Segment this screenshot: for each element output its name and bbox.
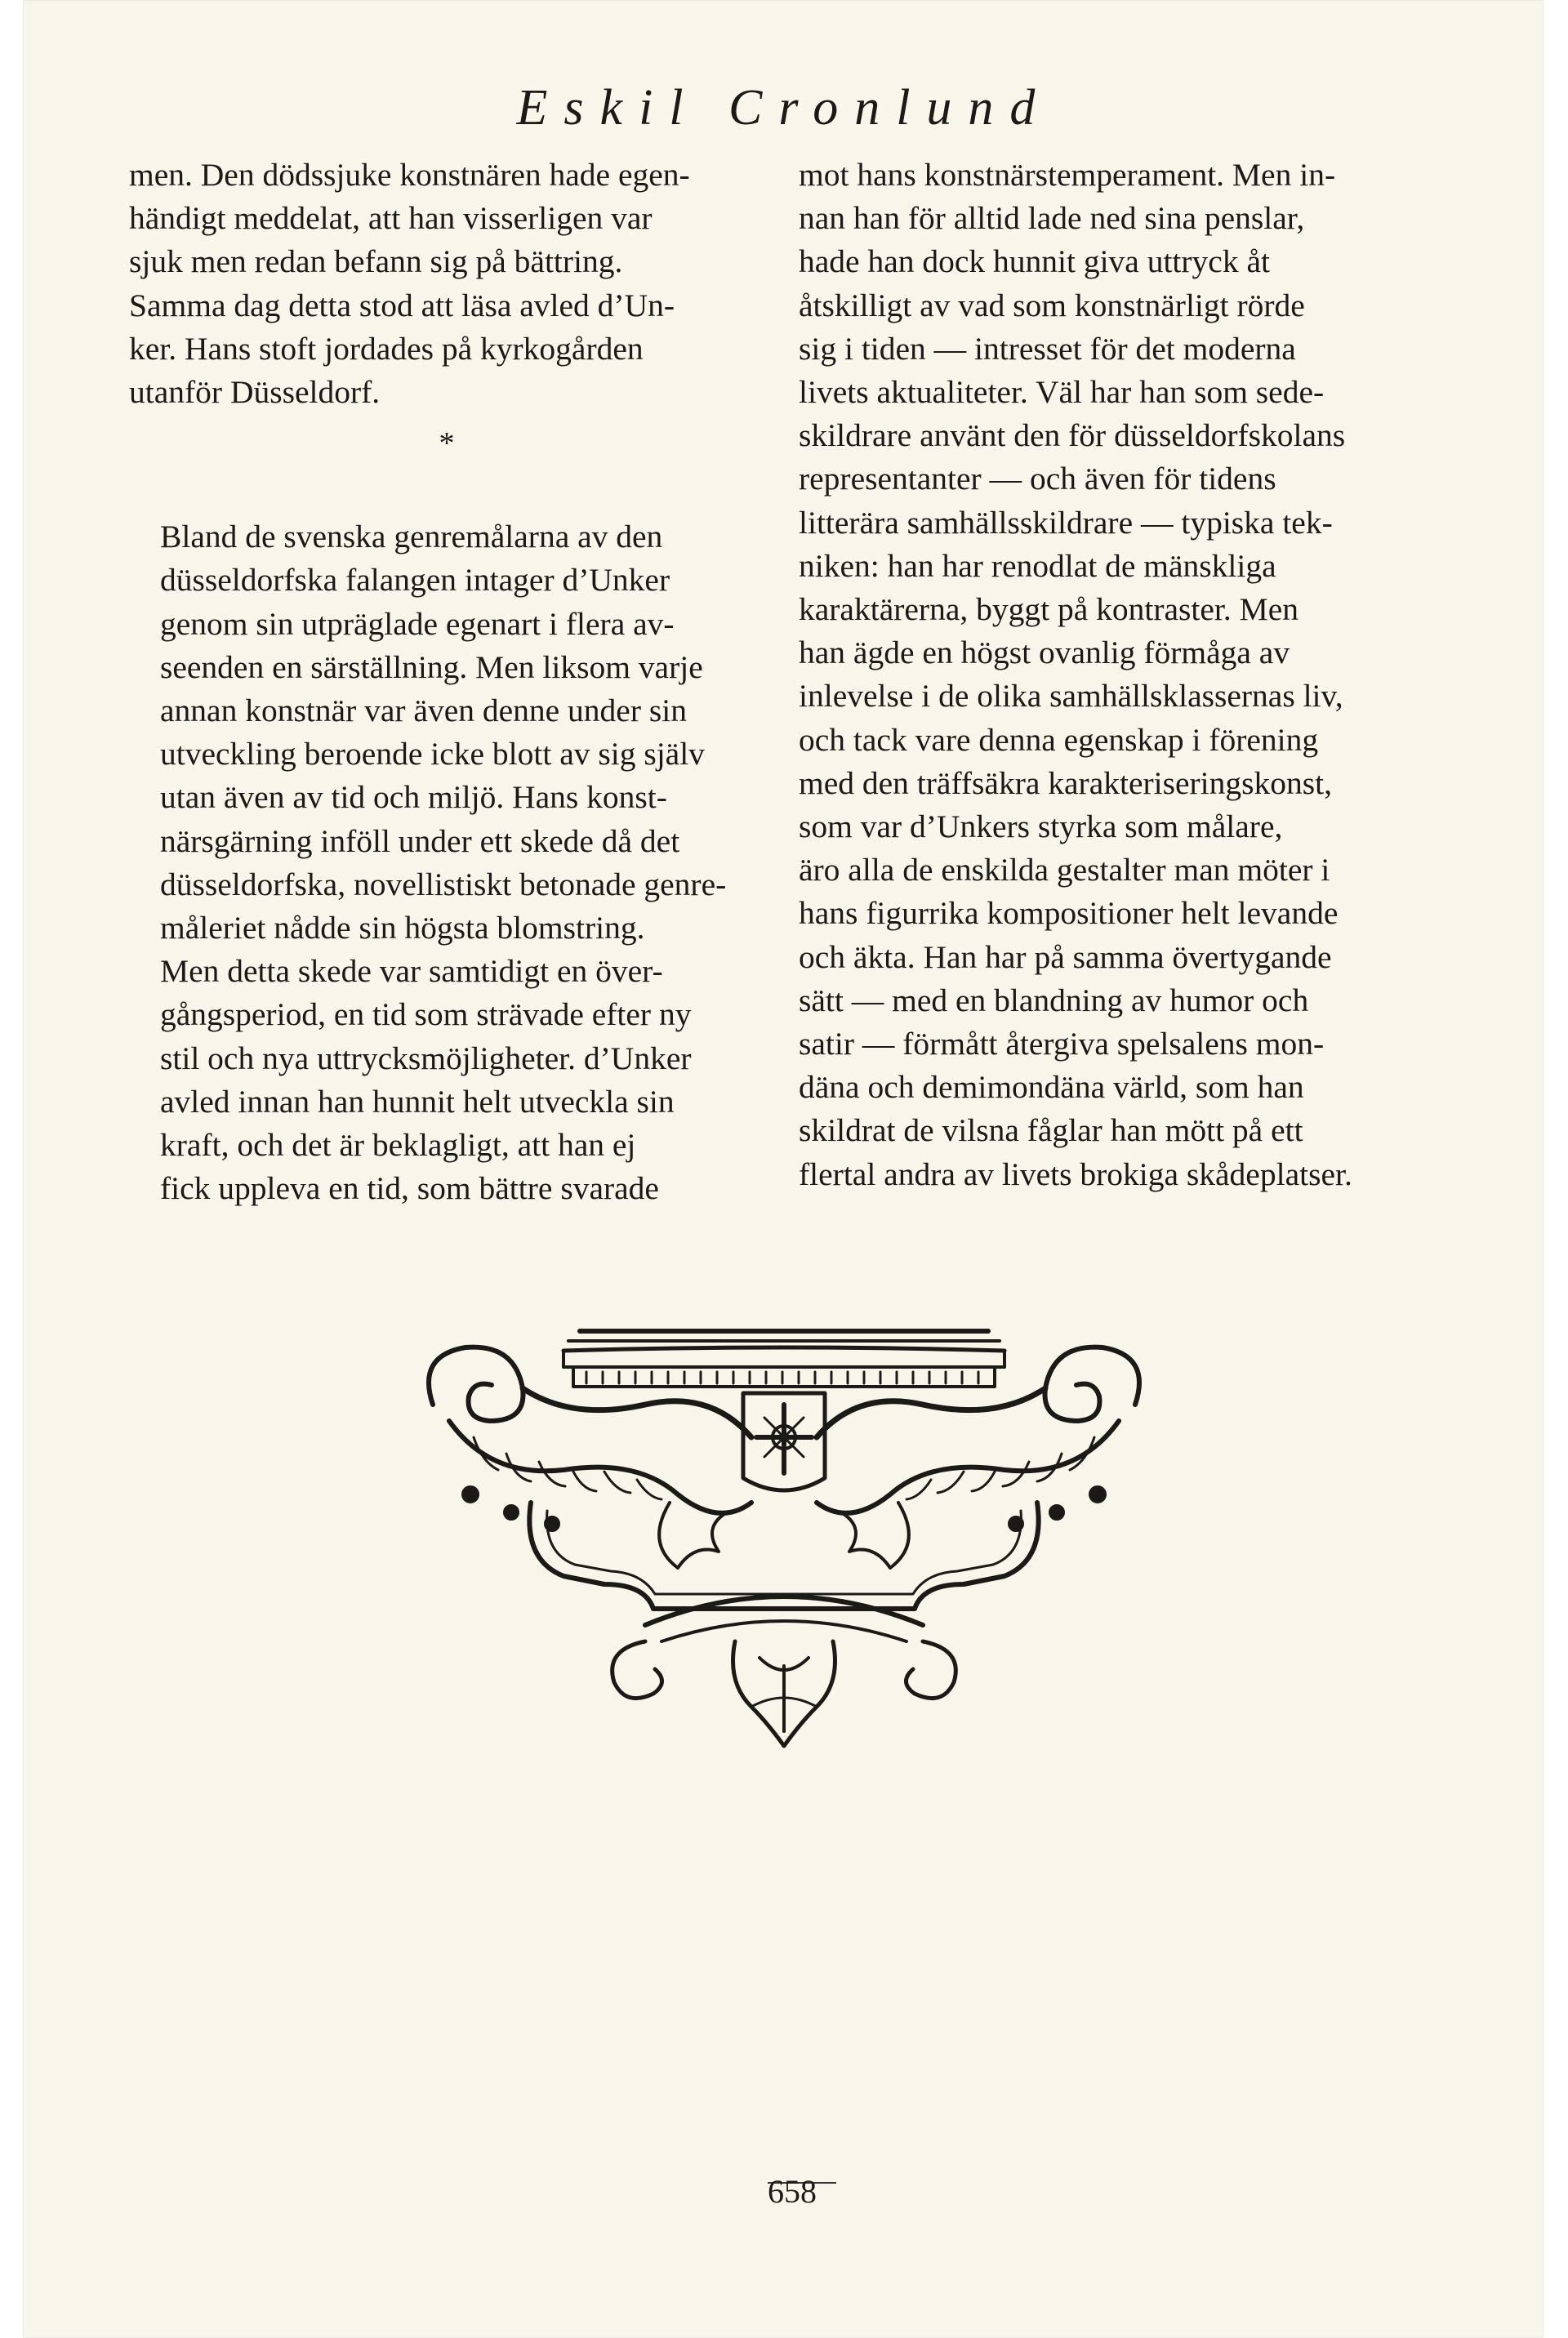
text-line: skildrare använt den för düsseldorfskolans [799, 417, 1346, 454]
text-line: och äkta. Han har på samma övertygande [799, 938, 1332, 975]
text-line: düsseldorfska falangen intager d’Unker [160, 562, 670, 599]
paragraph [129, 154, 764, 414]
text-line: sjuk men redan befann sig på bättring. [129, 243, 623, 280]
text-line: stil och nya uttrycksmöjligheter. d’Unker [160, 1040, 692, 1076]
text-line: hans figurrika kompositioner helt levande [799, 895, 1339, 932]
text-line: flertal andra av livets brokiga skådeplatser. [799, 1156, 1352, 1192]
text-line: kraft, och det är beklagligt, att han ej [160, 1127, 636, 1164]
text-line: seenden en särställning. Men liksom varje [160, 648, 703, 685]
text-line: avled innan han hunnit helt utveckla sin [160, 1083, 675, 1120]
rococo-console-ornament-icon [400, 1298, 1168, 1756]
text-line: men. Den dödssjuke konstnären hade egen- [129, 157, 690, 193]
text-line: utveckling beroende icke blott av sig själv [160, 736, 705, 773]
text-line: Bland de svenska genremålarna av den [160, 519, 663, 555]
text-line: Samma dag detta stod att läsa avled d’Un- [129, 287, 675, 323]
text-line: Men detta skede var samtidigt en över- [160, 953, 663, 990]
text-line: karaktärerna, byggt på kontraster. Men [799, 591, 1299, 628]
paragraph [799, 154, 1434, 1196]
text-line: düsseldorfska, novellistiskt betonade genre- [160, 866, 727, 902]
text-line: sätt — med en blandning av humor och [799, 982, 1309, 1018]
text-line: livets aktualiteter. Väl har han som sede- [799, 374, 1325, 411]
text-line: fick uppleva en tid, som bättre svarade [160, 1170, 659, 1207]
text-line: han ägde en högst ovanlig förmåga av [799, 635, 1290, 671]
text-line: inlevelse i de olika samhällsklassernas liv, [799, 678, 1343, 715]
text-line: äro alla de enskilda gestalter man möter i [799, 852, 1330, 888]
running-title: Eskil Cronlund [516, 80, 1052, 136]
text-line: annan konstnär var även denne under sin [160, 692, 687, 729]
text-line: som var d’Unkers styrka som målare, [799, 808, 1283, 845]
text-line: niken: han har renodlat de mänskliga [799, 547, 1276, 584]
paragraph [129, 515, 764, 1210]
text-line: sig i tiden — intresset för det moderna [799, 330, 1296, 367]
text-line: utan även av tid och miljö. Hans konst- [160, 779, 667, 816]
text-line: ker. Hans stoft jordades på kyrkogården [129, 330, 644, 367]
text-line: skildrat de vilsna fåglar han mött på ett [799, 1112, 1303, 1149]
text-line: och tack vare denna egenskap i förening [799, 721, 1319, 758]
left-column [129, 154, 764, 1210]
text-line: närsgärning inföll under ett skede då det [160, 822, 680, 859]
right-column [799, 154, 1434, 1196]
page-number: 658 [768, 2173, 817, 2210]
text-line: representanter — och även för tidens [799, 461, 1276, 497]
text-line: däna och demimondäna värld, som han [799, 1069, 1304, 1106]
text-line: måleriet nådde sin högsta blomstring. [160, 910, 645, 946]
text-line: gångsperiod, en tid som strävade efter ny [160, 996, 692, 1033]
text-line: utanför Düsseldorf. [129, 374, 381, 411]
text-line: hade han dock hunnit giva uttryck åt [799, 243, 1270, 280]
text-line: genom sin utpräglade egenart i flera av- [160, 605, 675, 642]
text-line: händigt meddelat, att han visserligen var [129, 200, 653, 237]
text-line: satir — förmått återgiva spelsalens mon- [799, 1026, 1325, 1062]
section-separator: * [439, 426, 455, 461]
text-line: med den träffsäkra karakteriseringskonst, [799, 764, 1332, 801]
text-line: litterära samhällsskildrare — typiska tek- [799, 504, 1333, 541]
text-line: åtskilligt av vad som konstnärligt rörde [799, 287, 1305, 323]
text-line: nan han för alltid lade ned sina penslar, [799, 200, 1305, 237]
text-line: mot hans konstnärstemperament. Men in- [799, 157, 1336, 193]
